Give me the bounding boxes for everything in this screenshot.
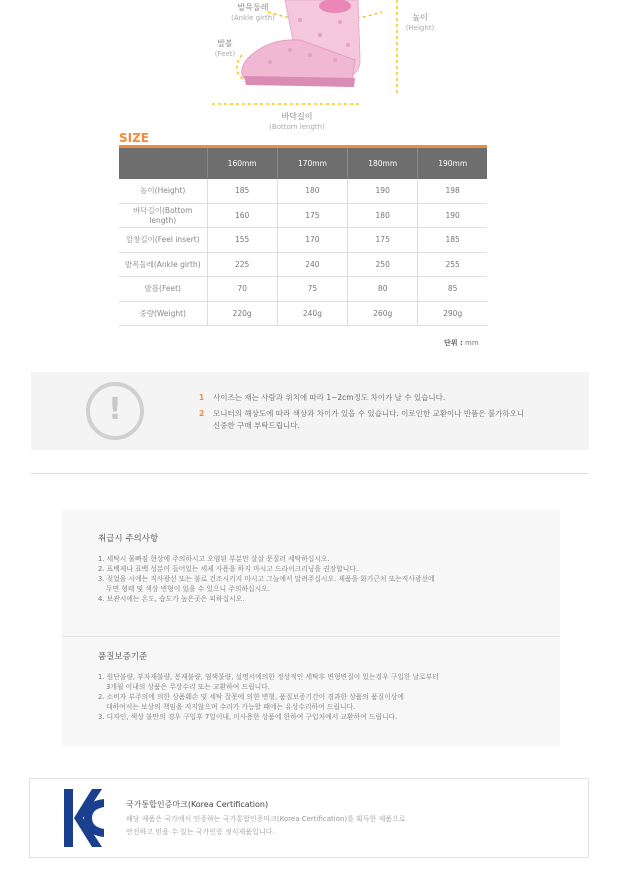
column-header: 180mm — [348, 147, 418, 179]
care-box — [62, 510, 560, 746]
table-cell: 198 — [418, 179, 487, 204]
table-row — [119, 203, 487, 228]
row-label: 발볼(Feet) — [119, 277, 207, 302]
quality-list — [98, 672, 439, 722]
table-cell: 70 — [207, 277, 277, 302]
table-cell: 240g — [277, 301, 347, 326]
care-section — [98, 532, 435, 604]
table-cell: 155 — [207, 228, 277, 253]
care-divider — [62, 636, 560, 637]
table-cell: 225 — [207, 252, 277, 277]
unit-note — [444, 338, 479, 348]
table-cell: 260g — [348, 301, 418, 326]
size-table — [119, 145, 487, 326]
list-item: 2. 표백제나 표백 성분이 들어있는 세제 사용을 하지 마시고 드라이크리닝을 권장합니다. — [98, 565, 359, 573]
notice-number: 1 — [199, 393, 205, 402]
table-cell: 80 — [348, 277, 418, 302]
table-cell: 220g — [207, 301, 277, 326]
table-row — [119, 228, 487, 253]
kc-description — [126, 813, 406, 839]
row-label: 높이(Height) — [119, 179, 207, 204]
table-cell: 255 — [418, 252, 487, 277]
list-item: 2. 소비자 부주의에 의한 상품훼손 및 세탁 잘못에 의한 변형, 품질보증기간이 경과한 상품의 품질이상에 — [98, 693, 404, 701]
table-row — [119, 252, 487, 277]
unit-label: 단위 : — [444, 339, 463, 347]
table-cell: 250 — [348, 252, 418, 277]
bottom-length-label: 바닥길이 (Bottom length) — [269, 112, 325, 131]
table-cell: 290g — [418, 301, 487, 326]
kc-title: 국가통합인증마크(Korea Certification) — [126, 800, 269, 809]
notice-number: 2 — [199, 409, 205, 418]
kc-mark-logo — [62, 787, 106, 849]
table-row — [119, 277, 487, 302]
boot-measurement-diagram — [0, 0, 620, 134]
kc-certification-box — [29, 778, 589, 858]
table-cell: 85 — [418, 277, 487, 302]
table-cell: 175 — [277, 203, 347, 228]
list-item: 3개월 이내의 상품은 무상수리 또는 교환하여 드립니다. — [106, 683, 270, 691]
height-label: 높이 (Height) — [405, 13, 435, 32]
column-header: 160mm — [207, 147, 277, 179]
list-item: 대하여서는 보상의 책임을 지지않으며 수리가 가능할 때에는 유상수리하여 드립니다. — [106, 703, 356, 711]
row-label: 깔창길이(Feel insert) — [119, 228, 207, 253]
exclamation-icon: ! — [86, 382, 144, 440]
table-cell: 185 — [207, 179, 277, 204]
column-header: 170mm — [277, 147, 347, 179]
table-cell: 175 — [348, 228, 418, 253]
care-list — [98, 554, 435, 604]
notice-text: 모니터의 해상도에 따라 색상과 차이가 있을 수 있습니다. 이로인한 교환이나 반품은 불가하오니 — [213, 409, 525, 418]
table-cell: 180 — [277, 179, 347, 204]
table-row — [119, 301, 487, 326]
kc-desc-line: 해당 제품은 국가에서 인증하는 국가통합인증마크(Korea Certification)를 획득한 제품으로 — [126, 815, 406, 823]
notice-box — [31, 372, 589, 450]
table-cell: 190 — [418, 203, 487, 228]
kc-desc-line: 안전하고 믿을 수 있는 국가인증 정식제품입니다. — [126, 828, 275, 836]
table-cell: 190 — [348, 179, 418, 204]
list-item: 1. 세탁시 물빠짐 현상에 주의하시고 오염된 부분만 살살 문질러 세탁하십시오. — [98, 555, 330, 563]
list-item: 3. 젖었을 시에는 직사광선 또는 불로 건조시키지 마시고 그늘에서 말려주십시오. 제품을 화기근처 또는직사광선에 — [98, 575, 435, 583]
size-title: SIZE — [119, 131, 150, 145]
ankle-girth-label: 발목둘레 (Ankle girth) — [231, 3, 275, 22]
feet-label: 발볼 (Feet) — [214, 39, 236, 58]
table-cell: 180 — [348, 203, 418, 228]
notice-list — [199, 392, 524, 436]
list-item: 1. 원단불량, 부자재불량, 봉제불량, 염색불량, 설명서에의한 정상적인 세탁후 변형변질이 있는경우 구입한 날로부터 — [98, 673, 439, 681]
list-item: 두면 형태 및 색상 변형이 있을 수 있으니 주의하십시오. — [106, 585, 270, 593]
table-cell: 160 — [207, 203, 277, 228]
header-corner — [119, 147, 207, 179]
unit-value: mm — [465, 339, 479, 347]
notice-text: 신중한 구매 부탁드립니다. — [213, 421, 300, 430]
size-table-header — [119, 147, 487, 179]
list-item: 4. 보관시에는 온도, 습도가 높은곳은 피하십시오. — [98, 595, 245, 603]
care-title: 취급시 주의사항 — [98, 534, 159, 544]
quality-section — [98, 650, 439, 722]
row-label: 발목둘레(Ankle girth) — [119, 252, 207, 277]
list-item — [199, 408, 524, 432]
list-item — [199, 392, 524, 404]
table-cell: 240 — [277, 252, 347, 277]
quality-title: 품질보증기준 — [98, 652, 148, 662]
row-label: 바닥길이(Bottom length) — [119, 203, 207, 228]
list-item: 3. 디자인, 색상 불만의 경우 구입후 7일이내, 미사용한 상품에 한하여 구입처에서 교환하여 드립니다. — [98, 713, 398, 721]
table-cell: 170 — [277, 228, 347, 253]
table-row — [119, 179, 487, 204]
column-header: 190mm — [418, 147, 487, 179]
row-label: 중량(Weight) — [119, 301, 207, 326]
table-cell: 75 — [277, 277, 347, 302]
section-divider — [31, 473, 589, 474]
notice-text: 사이즈는 재는 사람과 위치에 따라 1~2cm정도 차이가 날 수 있습니다. — [213, 393, 446, 402]
table-cell: 185 — [418, 228, 487, 253]
